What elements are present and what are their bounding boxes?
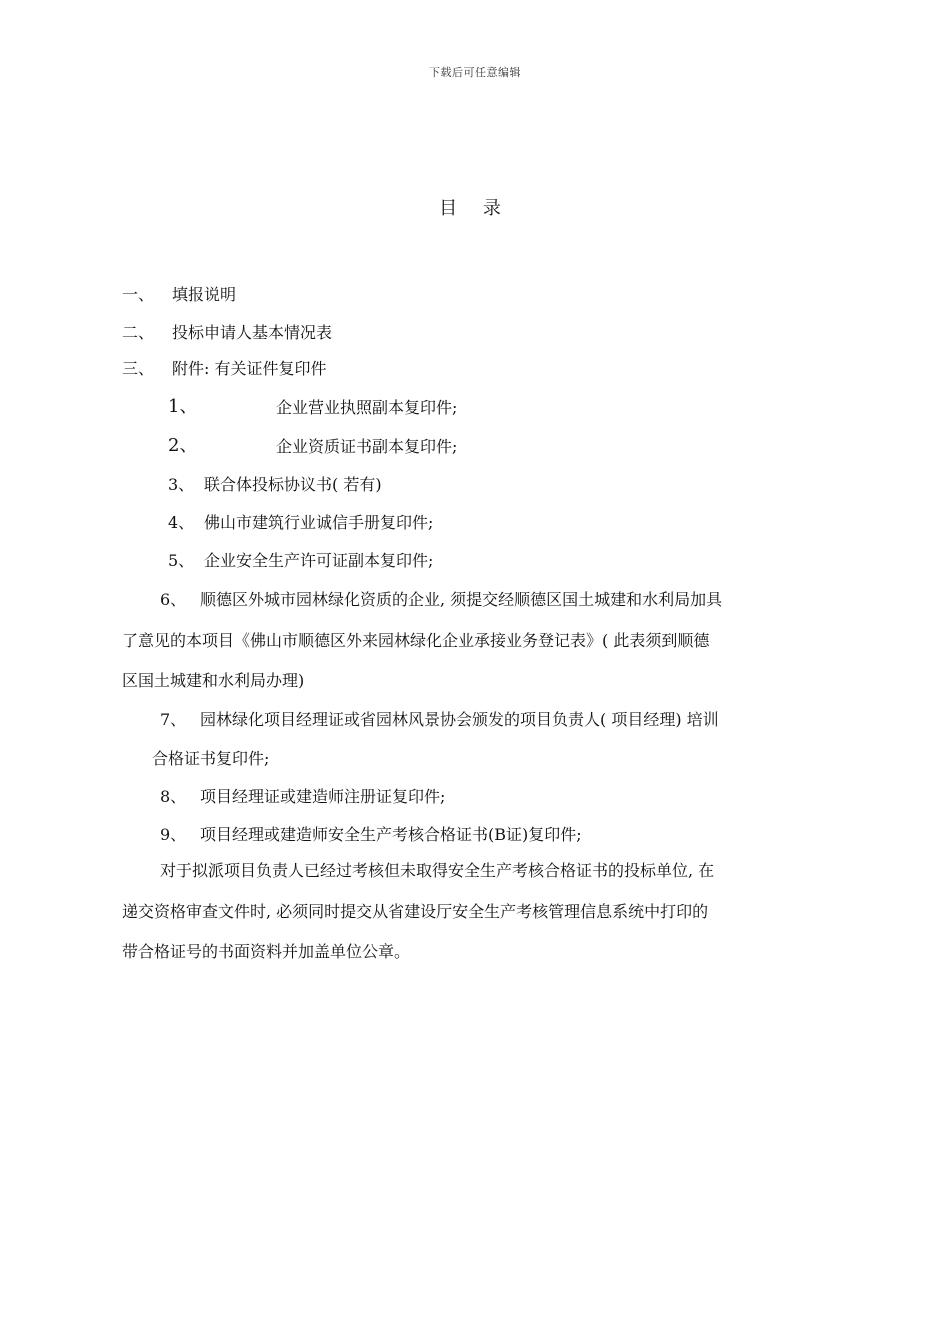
toc-item-2-text: 企业资质证书副本复印件; [276, 437, 458, 456]
toc-item-6-cont-2 [122, 670, 304, 692]
item-text: 合格证书复印件; [152, 749, 270, 768]
section-text: 投标申请人基本情况表 [172, 323, 333, 342]
section-number: 一、 [122, 285, 155, 304]
item-text: 项目经理或建造师安全生产考核合格证书(B证)复印件; [200, 825, 582, 844]
toc-item-8 [160, 786, 445, 808]
section-text: 填报说明 [172, 285, 237, 304]
item-number: 6、 [160, 590, 187, 609]
page-title: 目 录 [439, 198, 511, 219]
toc-item-5 [168, 550, 433, 572]
toc-item-7-cont [152, 748, 269, 770]
note-line-2: 递交资格审查文件时, 必须同时提交从省建设厅安全生产考核管理信息系统中打印的 [122, 902, 709, 921]
toc-item-9 [160, 824, 582, 846]
note-line-3: 带合格证号的书面资料并加盖单位公章。 [122, 942, 411, 961]
toc-item-1-text: 企业营业执照副本复印件; [276, 398, 458, 417]
item-text: 企业安全生产许可证副本复印件; [204, 551, 434, 570]
item-text: 佛山市建筑行业诚信手册复印件; [204, 513, 434, 532]
item-number: 7、 [160, 710, 187, 729]
toc-item-1 [168, 396, 197, 418]
item-number: 5、 [168, 551, 195, 570]
toc-item-6 [160, 589, 722, 611]
toc-item-6-cont-1 [122, 630, 709, 652]
item-number: 9、 [160, 825, 187, 844]
toc-section-2 [122, 322, 332, 344]
toc-section-3 [122, 358, 326, 380]
item-number: 4、 [168, 513, 195, 532]
item-text: 园林绿化项目经理证或省园林风景协会颁发的项目负责人( 项目经理) 培训 [200, 710, 719, 729]
item-number: 3、 [168, 475, 195, 494]
toc-section-1 [122, 284, 236, 306]
toc-item-2 [168, 435, 197, 457]
item-number: 2、 [168, 435, 198, 456]
section-text: 附件: 有关证件复印件 [172, 359, 327, 378]
page-header-note: 下载后可任意编辑 [429, 66, 521, 79]
item-number: 1、 [168, 396, 198, 417]
section-number: 三、 [122, 359, 155, 378]
toc-item-3 [168, 474, 382, 496]
toc-item-4 [168, 512, 433, 534]
item-number: 8、 [160, 787, 187, 806]
item-text: 项目经理证或建造师注册证复印件; [200, 787, 446, 806]
item-text: 联合体投标协议书( 若有) [204, 475, 382, 494]
section-number: 二、 [122, 323, 155, 342]
note-line-1: 对于拟派项目负责人已经过考核但未取得安全生产考核合格证书的投标单位, 在 [160, 861, 715, 880]
item-text: 区国土城建和水利局办理) [122, 671, 305, 690]
toc-item-7 [160, 709, 719, 731]
item-text: 了意见的本项目《佛山市顺德区外来园林绿化企业承接业务登记表》( 此表须到顺德 [122, 631, 710, 650]
item-text: 顺德区外城市园林绿化资质的企业, 须提交经顺德区国土城建和水利局加具 [200, 590, 723, 609]
